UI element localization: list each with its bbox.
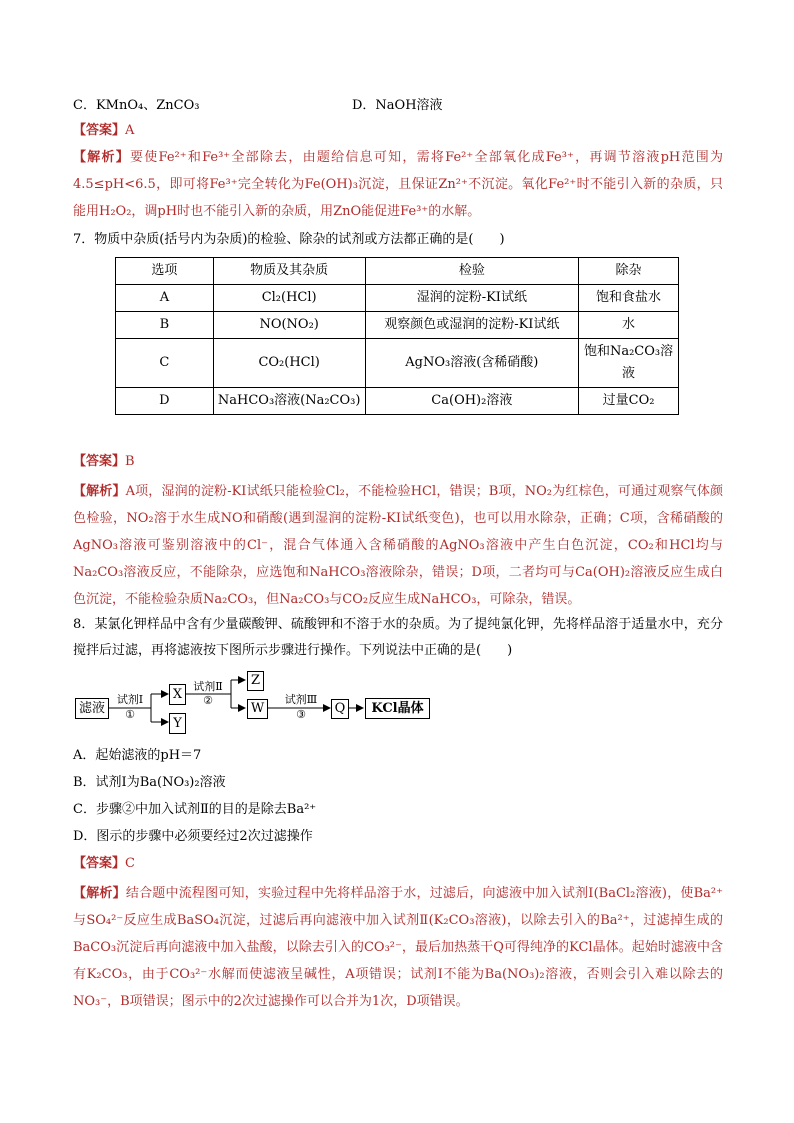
flow-z-box: Z xyxy=(247,671,264,691)
table-header: 检验 xyxy=(365,258,579,285)
table-cell: Cl₂(HCl) xyxy=(213,285,365,312)
q7-table xyxy=(115,257,679,415)
flow-reagent3-label: 试剂Ⅲ xyxy=(284,693,318,706)
table-cell: 观察颜色或湿润的淀粉-KI试纸 xyxy=(365,312,579,339)
q7-analysis xyxy=(73,478,723,613)
flow-end-box: KCl晶体 xyxy=(365,698,430,719)
q6-analysis xyxy=(73,144,723,225)
answer-label: 【答案】 xyxy=(73,856,126,871)
analysis-text: 结合题中流程图可知，实验过程中先将样品溶于水，过滤后，向滤液中加入试剂Ⅰ(BaCl₂溶液)，使Ba²⁺与SO₄²⁻反应生成BaSO₄沉淀，过滤后再向滤液中加入试剂Ⅱ(K₂CO₃溶液)，以除去引入的Ba²⁺，过滤掉生成的BaCO₃沉淀后再向滤液中加入盐酸，以除去引入的CO₃²⁻，最后加热蒸干Q可得纯净的KCl晶体。起始时滤液中含有K₂CO₃，由于CO₃²⁻水解而使滤液呈碱性，A项错误；试剂Ⅰ不能为Ba(NO₃)₂溶液，否则会引入难以除去的NO₃⁻，B项错误；图示中的2次过滤操作可以合并为1次，D项错误。 xyxy=(73,886,723,1009)
table-cell: 过量CO₂ xyxy=(579,388,679,415)
table-row xyxy=(116,339,679,388)
flow-x-box: X xyxy=(169,684,186,705)
table-cell: CO₂(HCl) xyxy=(213,339,365,388)
flow-reagent2-label: 试剂Ⅱ xyxy=(193,680,223,693)
analysis-label: 【解析】 xyxy=(73,484,126,499)
answer-value: A xyxy=(125,123,135,138)
q6-answer xyxy=(73,121,134,141)
table-cell: NaHCO₃溶液(Na₂CO₃) xyxy=(213,388,365,415)
table-row xyxy=(116,312,679,339)
q8-stem: 8．某氯化钾样品中含有少量碳酸钾、硫酸钾和不溶于水的杂质。为了提纯氯化钾，先将样品溶于适量水中，充分搅拌后过滤，再将滤液按下图所示步骤进行操作。下列说法中正确的是( ) xyxy=(73,617,723,658)
analysis-text: 要使Fe²⁺和Fe³⁺全部除去，由题给信息可知，需将Fe²⁺全部氧化成Fe³⁺，再调节溶液pH范围为4.5≤pH<6.5，即可将Fe³⁺完全转化为Fe(OH)₃沉淀，且保证Zn²⁺不沉淀。氧化Fe²⁺时不能引入新的杂质，只能用H₂O₂，调pH时也不能引入新的杂质，用ZnO能促进Fe³⁺的水解。 xyxy=(73,150,723,219)
q8-option-b: B．试剂Ⅰ为Ba(NO₃)₂溶液 xyxy=(73,775,226,790)
q6-option-c: C．KMnO₄、ZnCO₃ xyxy=(73,98,200,113)
q8-answer xyxy=(73,854,135,874)
answer-label: 【答案】 xyxy=(73,123,126,138)
table-cell: A xyxy=(116,285,214,312)
flow-step1-label: ① xyxy=(125,708,135,721)
table-cell: NO(NO₂) xyxy=(213,312,365,339)
analysis-label: 【解析】 xyxy=(73,150,131,165)
table-cell: D xyxy=(116,388,214,415)
q8-analysis xyxy=(73,880,723,1015)
answer-value: B xyxy=(125,454,135,469)
table-cell: AgNO₃溶液(含稀硝酸) xyxy=(365,339,579,388)
table-cell: Ca(OH)₂溶液 xyxy=(365,388,579,415)
answer-label: 【答案】 xyxy=(73,454,126,469)
flow-step3-label: ③ xyxy=(296,708,306,721)
table-header-row xyxy=(116,258,679,285)
q8-option-d: D．图示的步骤中必须要经过2次过滤操作 xyxy=(73,829,313,844)
q7-answer xyxy=(73,452,135,472)
q7-stem: 7．物质中杂质(括号内为杂质)的检验、除杂的试剂或方法都正确的是( ) xyxy=(73,232,505,247)
analysis-label: 【解析】 xyxy=(73,886,126,901)
flow-y-box: Y xyxy=(169,713,186,734)
flow-w-box: W xyxy=(247,699,268,719)
table-cell: 湿润的淀粉-KI试纸 xyxy=(365,285,579,312)
table-row xyxy=(116,285,679,312)
flow-q-box: Q xyxy=(331,699,349,719)
table-header: 除杂 xyxy=(579,258,679,285)
q8-option-c: C．步骤②中加入试剂Ⅱ的目的是除去Ba²⁺ xyxy=(73,802,317,817)
table-cell: 饱和食盐水 xyxy=(579,285,679,312)
table-cell: 饱和Na₂CO₃溶液 xyxy=(579,339,679,388)
table-cell: B xyxy=(116,312,214,339)
flow-diagram xyxy=(75,670,435,740)
q8-option-a: A．起始滤液的pH＝7 xyxy=(73,748,202,763)
table-header: 选项 xyxy=(116,258,214,285)
q6-option-d: D．NaOH溶液 xyxy=(352,98,443,113)
flow-reagent1-label: 试剂Ⅰ xyxy=(116,693,144,706)
flow-step2-label: ② xyxy=(203,694,213,707)
analysis-text: A项，湿润的淀粉-KI试纸只能检验Cl₂，不能检验HCl，错误；B项，NO₂为红棕色，可通过观察气体颜色检验，NO₂溶于水生成NO和硝酸(遇到湿润的淀粉-KI试纸变色)，也可以用水除杂，正确；C项，含稀硝酸的AgNO₃溶液可鉴别溶液中的Cl⁻，混合气体通入含稀硝酸的AgNO₃溶液中产生白色沉淀，CO₂和HCl均与Na₂CO₃溶液反应，不能除杂，应选饱和NaHCO₃溶液除杂，错误；D项，二者均可与Ca(OH)₂溶液反应生成白色沉淀，不能检验杂质Na₂CO₃，但Na₂CO₃与CO₂反应生成NaHCO₃，可除杂，错误。 xyxy=(73,484,723,607)
table-row xyxy=(116,388,679,415)
flow-start-box: 滤液 xyxy=(75,698,109,719)
table-cell: C xyxy=(116,339,214,388)
table-cell: 水 xyxy=(579,312,679,339)
table-header: 物质及其杂质 xyxy=(213,258,365,285)
answer-value: C xyxy=(125,856,135,871)
